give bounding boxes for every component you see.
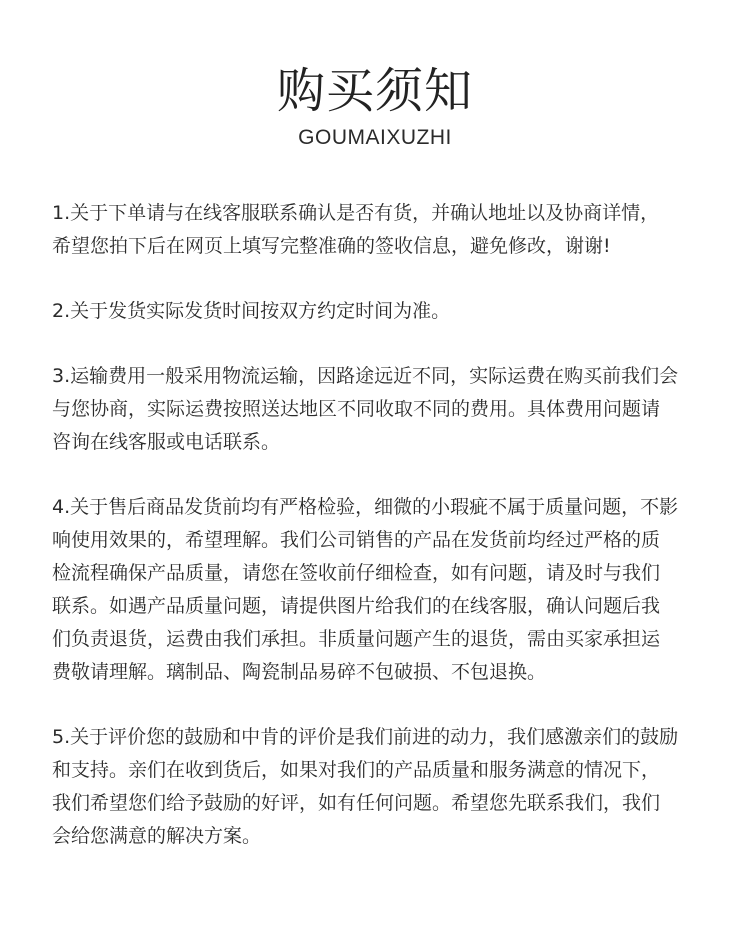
notice-paragraph-1 (52, 197, 707, 263)
paragraph-line: 会给您满意的解决方案。 (52, 825, 262, 847)
notice-paragraph-5 (52, 721, 707, 853)
notice-content (52, 197, 707, 885)
paragraph-line: 费敬请理解。璃制品、陶瓷制品易碎不包破损、不包退换。 (52, 661, 547, 683)
notice-paragraph-4 (52, 491, 707, 689)
paragraph-line: 1.关于下单请与在线客服联系确认是否有货，并确认地址以及协商详情， (52, 202, 660, 224)
page-header (0, 62, 750, 152)
notice-paragraph-3 (52, 360, 707, 459)
paragraph-line: 3.运输费用一般采用物流运输，因路途远近不同，实际运费在购买前我们会 (52, 365, 679, 387)
paragraph-line: 4.关于售后商品发货前均有严格检验，细微的小瑕疵不属于质量问题，不影 (52, 496, 679, 518)
paragraph-line: 2.关于发货实际发货时间按双方约定时间为准。 (52, 300, 451, 322)
paragraph-line: 希望您拍下后在网页上填写完整准确的签收信息，避免修改，谢谢! (52, 235, 611, 257)
paragraph-line: 们负责退货，运费由我们承担。非质量问题产生的退货，需由买家承担运 (52, 628, 661, 650)
page-subtitle: GOUMAIXUZHI (298, 126, 452, 149)
paragraph-line: 与您协商，实际运费按照送达地区不同收取不同的费用。具体费用问题请 (52, 398, 661, 420)
paragraph-line: 检流程确保产品质量，请您在签收前仔细检查，如有问题，请及时与我们 (52, 562, 661, 584)
paragraph-line: 5.关于评价您的鼓励和中肯的评价是我们前进的动力，我们感激亲们的鼓励 (52, 726, 679, 748)
paragraph-line: 咨询在线客服或电话联系。 (52, 431, 281, 453)
paragraph-line: 和支持。亲们在收到货后，如果对我们的产品质量和服务满意的情况下， (52, 759, 661, 781)
notice-paragraph-2 (52, 295, 707, 328)
paragraph-line: 响使用效果的，希望理解。我们公司销售的产品在发货前均经过严格的质 (52, 529, 661, 551)
paragraph-line: 我们希望您们给予鼓励的好评，如有任何问题。希望您先联系我们，我们 (52, 792, 661, 814)
page-title: 购买须知 (276, 63, 473, 119)
paragraph-line: 联系。如遇产品质量问题，请提供图片给我们的在线客服，确认问题后我 (52, 595, 661, 617)
